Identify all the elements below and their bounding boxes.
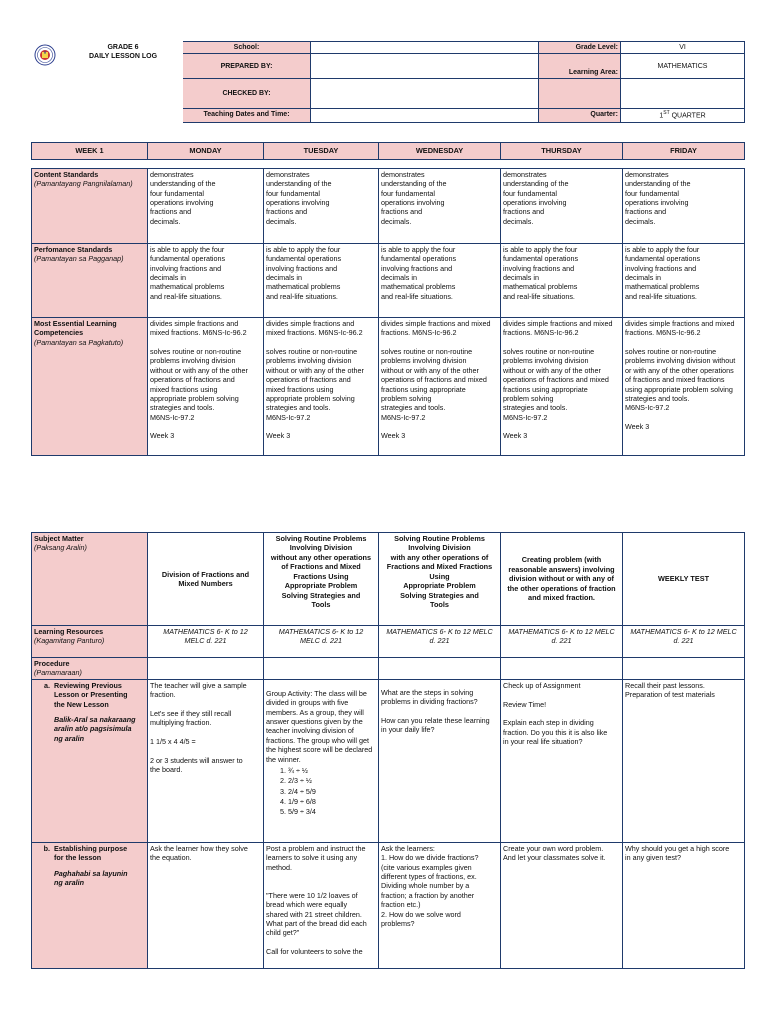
- day-friday: FRIDAY: [623, 143, 745, 160]
- quarter-text: QUARTER: [669, 112, 706, 120]
- learning-resources-row: [32, 626, 745, 658]
- division-list: [266, 766, 376, 817]
- melc-label: Most Essential Learning Competencies: [34, 319, 117, 338]
- list-item: 3. 2/4 ÷ 5/9: [288, 787, 376, 796]
- learning-area-label: Learning Area:: [539, 54, 621, 79]
- resources-monday: MATHEMATICS 6- K to 12 MELC d. 221: [148, 626, 264, 658]
- grade-level-label: Grade Level:: [539, 42, 621, 54]
- resources-thursday: MATHEMATICS 6- K to 12 MELC d. 221: [501, 626, 623, 658]
- procedure-b-row: [32, 843, 745, 969]
- grade-level-value[interactable]: VI: [621, 42, 745, 54]
- procedure-a-tuesday-intro: Group Activity: The class will be divided in groups with five members. As a group, they will answer questions given by the teacher involving division of fractions. The group who will get the highest score will be declared the winner.: [266, 689, 373, 764]
- resources-tuesday: MATHEMATICS 6- K to 12 MELC d. 221: [264, 626, 379, 658]
- procedure-b-letter: b.: [43, 844, 50, 853]
- performance-standards-sub: (Pamantayan sa Pagganap): [34, 254, 124, 264]
- procedure-b-title: Establishing purpose for the lesson: [54, 844, 128, 863]
- list-item: 2. 2/3 ÷ ½: [288, 776, 376, 785]
- quarter-label: Quarter:: [539, 109, 621, 122]
- resources-friday: MATHEMATICS 6- K to 12 MELC d. 221: [623, 626, 745, 658]
- performance-tuesday: is able to apply the four fundamental operations involving fractions and decimals in mathematical problems and real-life situations.: [264, 244, 379, 318]
- content-monday: demonstrates understanding of the four fundamental operations involving fractions and decimals.: [148, 169, 264, 244]
- performance-standards-label-cell: [32, 244, 148, 318]
- procedure-monday: [148, 658, 264, 680]
- subject-matter-label-cell: [32, 533, 148, 626]
- performance-friday: is able to apply the four fundamental operations involving fractions and decimals in mathematical problems and real-life situations.: [623, 244, 745, 318]
- day-thursday: THURSDAY: [501, 143, 623, 160]
- school-label: School:: [183, 42, 311, 54]
- procedure-b-label-cell: [32, 843, 148, 969]
- procedure-b-thursday: Create your own word problem. And let your classmates solve it.: [501, 843, 623, 969]
- content-standards-sub: (Pamantayang Pangnilalaman): [34, 179, 133, 189]
- procedure-a-title: Reviewing Previous Lesson or Presenting the New Lesson: [54, 681, 128, 709]
- checked-by-spacer: [539, 79, 621, 109]
- procedure-sub: (Pamamaraan): [34, 668, 82, 678]
- performance-thursday: is able to apply the four fundamental operations involving fractions and decimals in mathematical problems and real-life situations.: [501, 244, 623, 318]
- subject-matter-sub: (Paksang Aralin): [34, 543, 87, 553]
- day-monday: MONDAY: [148, 143, 264, 160]
- procedure-a-sub: Balik-Aral sa nakaraang aralin at/o pagsisimula ng aralin: [54, 715, 136, 743]
- performance-wednesday: is able to apply the four fundamental operations involving fractions and decimals in mathematical problems and real-life situations.: [379, 244, 501, 318]
- procedure-friday: [623, 658, 745, 680]
- week-label: WEEK 1: [32, 143, 148, 160]
- learning-area-value[interactable]: MATHEMATICS: [621, 54, 745, 79]
- list-item: 5. 5/9 ÷ 3/4: [288, 807, 376, 816]
- list-item: 1. ¾ ÷ ½: [288, 766, 376, 775]
- melc-monday: divides simple fractions and mixed fractions. M6NS-Ic-96.2 solves routine or non-routine problems involving division without or with any of the other operations of fractions and mixed fractions using appropriate problem solving strategies and tools. M6NS-Ic-97.2 Week 3: [148, 318, 264, 456]
- procedure-a-friday: Recall their past lessons. Preparation of test materials: [623, 680, 745, 843]
- content-standards-label-cell: [32, 169, 148, 244]
- performance-monday: is able to apply the four fundamental operations involving fractions and decimals in mathematical problems and real-life situations.: [148, 244, 264, 318]
- checked-by-spacer-right: [621, 79, 745, 109]
- procedure-b-tuesday: Post a problem and instruct the learners to solve it using any method. "There were 10 1/2 loaves of bread which were equally shared with 21 street children. What part of the bread did each child get?" Call for volunteers to solve the: [264, 843, 379, 969]
- grade-title: GRADE 6: [107, 44, 139, 51]
- subject-wednesday: Solving Routine Problems Involving Division with any other operations of Fractions and Mixed Fractions Using Appropriate Problem Solving Strategies and Tools: [379, 533, 501, 626]
- checked-by-value[interactable]: [311, 79, 539, 109]
- procedure-a-thursday: Check up of Assignment Review Time! Explain each step in dividing fraction. Do you this it is also like in your real life situation?: [501, 680, 623, 843]
- prepared-by-label: PREPARED BY:: [183, 54, 311, 79]
- procedure-a-wednesday: What are the steps in solving problems in dividing fractions? How can you relate these learning in your daily life?: [379, 680, 501, 843]
- procedure-a-letter: a.: [44, 681, 50, 690]
- dates-label: Teaching Dates and Time:: [183, 109, 311, 122]
- subject-matter-label: Subject Matter: [34, 534, 84, 543]
- day-wednesday: WEDNESDAY: [379, 143, 501, 160]
- melc-thursday: divides simple fractions and mixed fractions. M6NS-Ic-96.2 solves routine or non-routine problems involving division without or with any of the other operations of fractions and mixed fractions using appropriate problem solving strategies and tools. M6NS-Ic-97.2 Week 3: [501, 318, 623, 456]
- melc-friday: divides simple fractions and mixed fractions. M6NS-Ic-96.2 solves routine or non-routine problems involving division without or with any of the other operations of fractions and mixed fractions using appropriate problem solving strategies and tools. M6NS-Ic-97.2 Week 3: [623, 318, 745, 456]
- content-friday: demonstrates understanding of the four fundamental operations involving fractions and decimals.: [623, 169, 745, 244]
- procedure-row: [32, 658, 745, 680]
- procedure-b-monday: Ask the learner how they solve the equation.: [148, 843, 264, 969]
- list-item: 4. 1/9 ÷ 6/8: [288, 797, 376, 806]
- log-title: DAILY LESSON LOG: [88, 53, 158, 61]
- procedure-label: Procedure: [34, 659, 70, 668]
- subject-monday: Division of Fractions and Mixed Numbers: [148, 533, 264, 626]
- procedure-b-wednesday: Ask the learners: 1. How do we divide fractions? (cite various examples given different types of fractions, ex. Dividing whole number by a fraction; a fraction by another fraction etc.) 2. How do we solve word problems?: [379, 843, 501, 969]
- procedure-thursday: [501, 658, 623, 680]
- procedure-b-sub: Paghahabi sa layunin ng aralin: [54, 868, 128, 888]
- learning-resources-sub: (Kagamitang Panturo): [34, 636, 105, 646]
- subject-tuesday: Solving Routine Problems Involving Division without any other operations of Fractions and Mixed Fractions Using Appropriate Problem Solving Strategies and Tools: [264, 533, 379, 626]
- procedure-a-label-cell: [32, 680, 148, 843]
- resources-wednesday: MATHEMATICS 6- K to 12 MELC d. 221: [379, 626, 501, 658]
- performance-standards-label: Perfomance Standards: [34, 245, 113, 254]
- procedure-b-friday: Why should you get a high score in any given test?: [623, 843, 745, 969]
- learning-resources-label-cell: [32, 626, 148, 658]
- checked-by-label: CHECKED BY:: [183, 79, 311, 109]
- day-tuesday: TUESDAY: [264, 143, 379, 160]
- melc-label-cell: [32, 318, 148, 456]
- subject-friday: WEEKLY TEST: [623, 533, 745, 626]
- quarter-suffix: ST: [663, 110, 670, 117]
- procedure-a-monday: The teacher will give a sample fraction. Let's see if they still recall multiplying fraction. 1 1/5 x 4 4/5 = 2 or 3 students will answer to the board.: [148, 680, 264, 843]
- melc-wednesday: divides simple fractions and mixed fractions. M6NS-Ic-96.2 solves routine or non-routine problems involving division without or with any of the other operations of fractions and mixed fractions using appropriate problem solving strategies and tools. M6NS-Ic-97.2 Week 3: [379, 318, 501, 456]
- procedure-tuesday: [264, 658, 379, 680]
- procedure-a-tuesday: [264, 680, 379, 843]
- standards-table: [31, 168, 745, 456]
- header-table: [31, 41, 745, 123]
- school-value[interactable]: [311, 42, 539, 54]
- content-standards-row: [32, 169, 745, 244]
- subject-thursday: Creating problem (with reasonable answers) involving division without or with any of the other operations of fraction and mixed fraction.: [501, 533, 623, 626]
- prepared-by-value[interactable]: [311, 54, 539, 79]
- content-standards-label: Content Standards: [34, 170, 99, 179]
- melc-tuesday: divides simple fractions and mixed fractions. M6NS-Ic-96.2 solves routine or non-routine problems involving division without or with any of the other operations of fractions and mixed fractions using appropriate problem solving strategies and tools. M6NS-Ic-97.2 Week 3: [264, 318, 379, 456]
- subject-matter-row: [32, 533, 745, 626]
- performance-standards-row: [32, 244, 745, 318]
- dates-value[interactable]: [311, 109, 539, 122]
- learning-resources-label: Learning Resources: [34, 627, 104, 636]
- deped-seal-icon: [34, 44, 56, 66]
- procedure-label-cell: [32, 658, 148, 680]
- content-wednesday: demonstrates understanding of the four fundamental operations involving fractions and decimals.: [379, 169, 501, 244]
- quarter-value[interactable]: [621, 109, 745, 122]
- content-tuesday: demonstrates understanding of the four fundamental operations involving fractions and decimals.: [264, 169, 379, 244]
- procedure-a-row: [32, 680, 745, 843]
- lesson-procedure-table: [31, 532, 745, 969]
- week-bar: [31, 142, 745, 160]
- melc-sub: (Pamantayan sa Pagkatuto): [34, 337, 124, 347]
- header-logo-cell: [32, 42, 183, 123]
- procedure-wednesday: [379, 658, 501, 680]
- quarter-number: 1: [659, 112, 664, 120]
- content-thursday: demonstrates understanding of the four fundamental operations involving fractions and decimals.: [501, 169, 623, 244]
- melc-row: [32, 318, 745, 456]
